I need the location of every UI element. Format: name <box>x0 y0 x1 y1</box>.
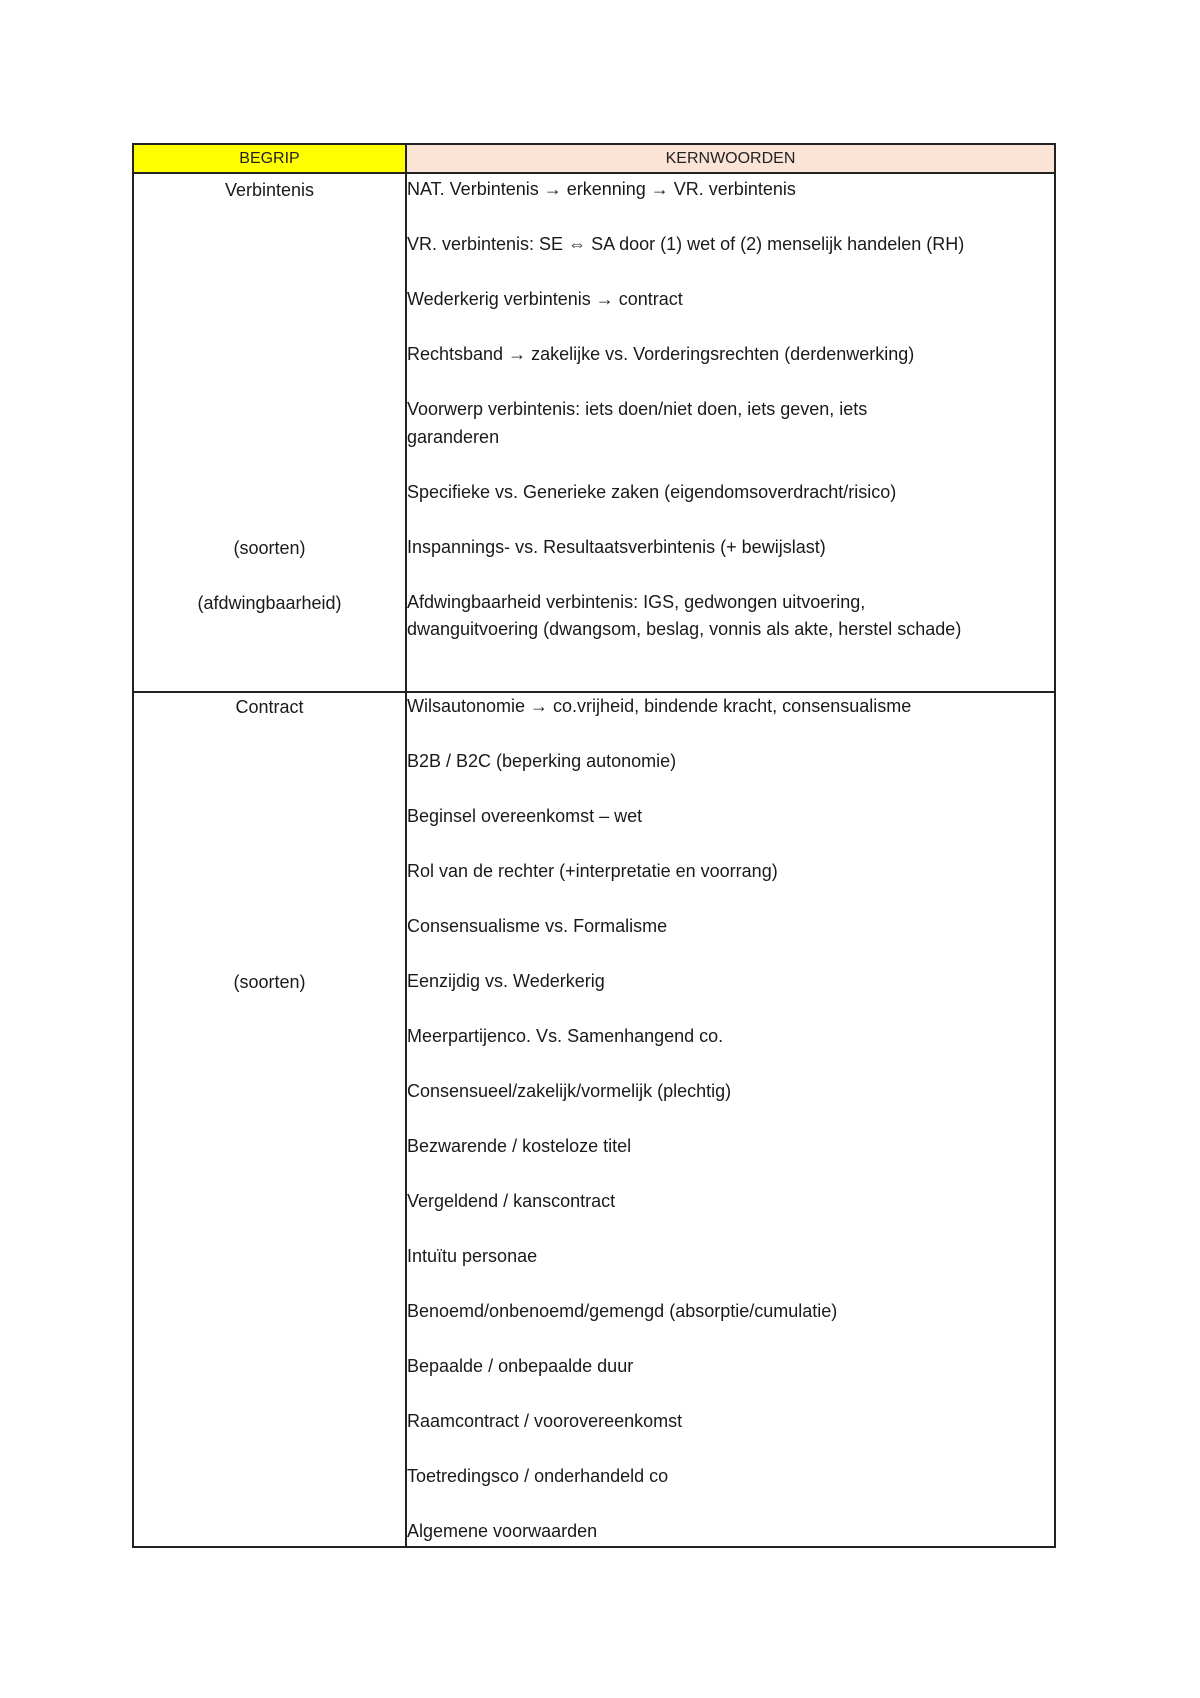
keyword-spacer <box>407 506 1054 534</box>
keyword-line: NAT. Verbintenis → erkenning → VR. verbintenis <box>407 179 796 199</box>
keyword-line: garanderen <box>407 426 500 447</box>
keyword-spacer <box>407 1216 1054 1244</box>
keyword-spacer <box>407 369 1054 397</box>
keyword-line: Meerpartijenco. Vs. Samenhangend co. <box>407 1026 724 1046</box>
keyword-line: Bepaalde / onbepaalde duur <box>407 1356 634 1376</box>
begrip-cell <box>133 692 406 1547</box>
keyword-spacer <box>407 259 1054 287</box>
keyword-line: Vergeldend / kanscontract <box>407 1191 616 1211</box>
keyword-line: Consensualisme vs. Formalisme <box>407 916 668 936</box>
keyword-spacer <box>407 721 1054 749</box>
keyword-line: Specifieke vs. Generieke zaken (eigendomsoverdracht/risico) <box>407 481 897 502</box>
table-row-verbintenis <box>133 173 1055 692</box>
keyword-spacer <box>407 1436 1054 1464</box>
keyword-spacer <box>407 1491 1054 1519</box>
keyword-spacer <box>407 1271 1054 1299</box>
keyword-line: Inspannings- vs. Resultaatsverbintenis (+ bewijslast) <box>407 536 826 557</box>
keyword-spacer <box>407 1326 1054 1354</box>
keyword-spacer <box>407 451 1054 479</box>
kernwoorden-cell <box>406 692 1055 1547</box>
keyword-line: Rechtsband → zakelijke vs. Vorderingsrechten (derdenwerking) <box>407 344 915 364</box>
keyword-line: Afdwingbaarheid verbintenis: IGS, gedwongen uitvoering, <box>407 591 866 612</box>
keyword-spacer <box>407 996 1054 1024</box>
keyword-line: Algemene voorwaarden <box>407 1521 598 1541</box>
begrip-term: Contract <box>235 697 304 717</box>
table-header-row <box>133 144 1055 173</box>
keyword-list <box>407 693 1054 1546</box>
keyword-line: Toetredingsco / onderhandeld co <box>407 1466 669 1486</box>
keywords-table <box>132 143 1056 1548</box>
keyword-spacer <box>407 831 1054 859</box>
kernwoorden-cell <box>406 173 1055 692</box>
keyword-spacer <box>407 561 1054 589</box>
keyword-spacer <box>407 886 1054 914</box>
header-kernwoorden: KERNWOORDEN <box>406 144 1055 173</box>
keyword-spacer <box>407 1381 1054 1409</box>
keyword-line: Raamcontract / voorovereenkomst <box>407 1411 683 1431</box>
keyword-spacer <box>407 1161 1054 1189</box>
begrip-term: Verbintenis <box>224 180 315 200</box>
keyword-line: Benoemd/onbenoemd/gemengd (absorptie/cumulatie) <box>407 1301 838 1321</box>
keyword-line: Rol van de rechter (+interpretatie en voorrang) <box>407 861 778 881</box>
keyword-line: Voorwerp verbintenis: iets doen/niet doen, iets geven, iets <box>407 399 868 419</box>
keyword-line: Wilsautonomie → co.vrijheid, bindende kracht, consensualisme <box>407 696 912 716</box>
keyword-line: VR. verbintenis: SE ⇔ SA door (1) wet of (2) menselijk handelen (RH) <box>407 234 965 254</box>
keyword-spacer <box>407 314 1054 342</box>
keyword-line: dwanguitvoering (dwangsom, beslag, vonnis als akte, herstel schade) <box>407 619 962 639</box>
begrip-cell <box>133 173 406 692</box>
keyword-line: Wederkerig verbintenis → contract <box>407 289 683 309</box>
header-begrip: BEGRIP <box>133 144 406 173</box>
keyword-line: Beginsel overeenkomst – wet <box>407 806 643 826</box>
keyword-list <box>407 174 1054 644</box>
keyword-spacer <box>407 1106 1054 1134</box>
begrip-term: (soorten) <box>233 537 306 558</box>
begrip-term: (soorten) <box>233 972 306 992</box>
keyword-spacer <box>407 941 1054 969</box>
keyword-spacer <box>407 1051 1054 1079</box>
begrip-term: (afdwingbaarheid) <box>197 592 342 613</box>
keyword-line: Eenzijdig vs. Wederkerig <box>407 971 605 991</box>
keyword-line: Consensueel/zakelijk/vormelijk (plechtig) <box>407 1081 732 1101</box>
keyword-line: Bezwarende / kosteloze titel <box>407 1136 632 1156</box>
keyword-line: B2B / B2C (beperking autonomie) <box>407 751 677 771</box>
keyword-spacer <box>407 204 1054 232</box>
keyword-spacer <box>407 776 1054 804</box>
table-row-contract <box>133 692 1055 1547</box>
keyword-line: Intuïtu personae <box>407 1246 538 1266</box>
